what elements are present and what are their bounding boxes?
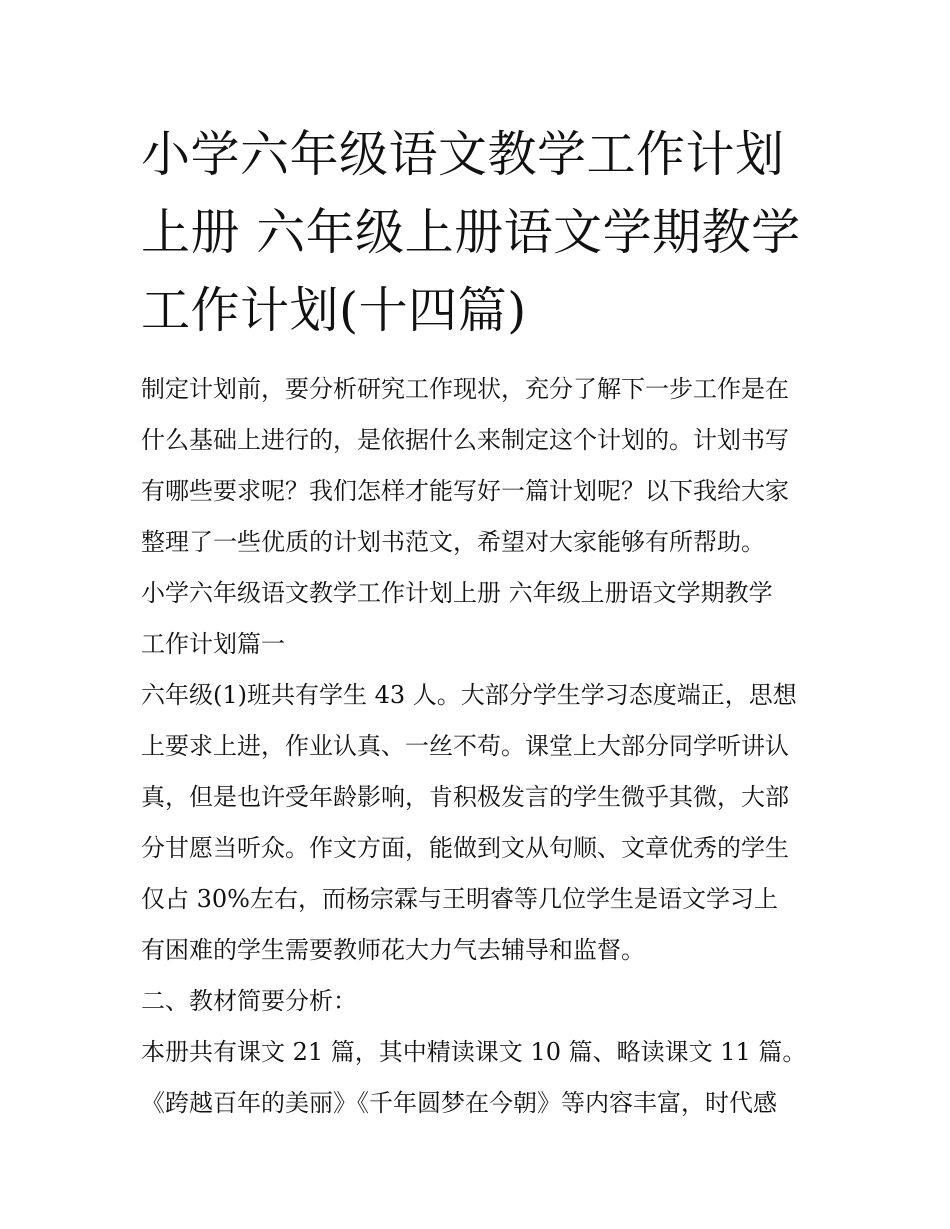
body-line: 制定计划前，要分析研究工作现状，充分了解下一步工作是在 [141,375,789,403]
body-line: 六年级(1)班共有学生 43 人。大部分学生学习态度端正，思想 [141,681,797,709]
body-line: 有困难的学生需要教师花大力气去辅导和监督。 [141,936,645,964]
subsection-heading-line: 二、教材简要分析： [141,987,357,1015]
title-line: 上册 六年级上册语文学期教学 [141,204,801,261]
document-title [141,116,821,350]
body-line: 上要求上进，作业认真、一丝不苟。课堂上大部分同学听讲认 [141,732,789,760]
section-heading-line: 工作计划篇一 [141,630,285,658]
title-line: 工作计划(十四篇) [141,282,527,339]
body-line: 有哪些要求呢？我们怎样才能写好一篇计划呢？以下我给大家 [141,477,789,505]
section-heading-line: 小学六年级语文教学工作计划上册 六年级上册语文学期教学 [141,579,773,607]
document-content [141,116,821,1129]
body-line: 什么基础上进行的，是依据什么来制定这个计划的。计划书写 [141,426,789,454]
body-line: 真，但是也许受年龄影响，肯积极发言的学生微乎其微，大部 [141,783,789,811]
body-line: 本册共有课文 21 篇，其中精读课文 10 篇、略读课文 11 篇。 [141,1038,807,1066]
body-line: 整理了一些优质的计划书范文，希望对大家能够有所帮助。 [141,528,765,556]
body-line: 分甘愿当听众。作文方面，能做到文从句顺、文章优秀的学生 [141,834,789,862]
document-body [141,364,821,1129]
title-line: 小学六年级语文教学工作计划 [141,126,785,183]
body-line: 仅占 30%左右，而杨宗霖与王明睿等几位学生是语文学习上 [141,885,778,913]
body-line: 《跨越百年的美丽》《千年圆梦在今朝》等内容丰富，时代感 [141,1089,777,1117]
